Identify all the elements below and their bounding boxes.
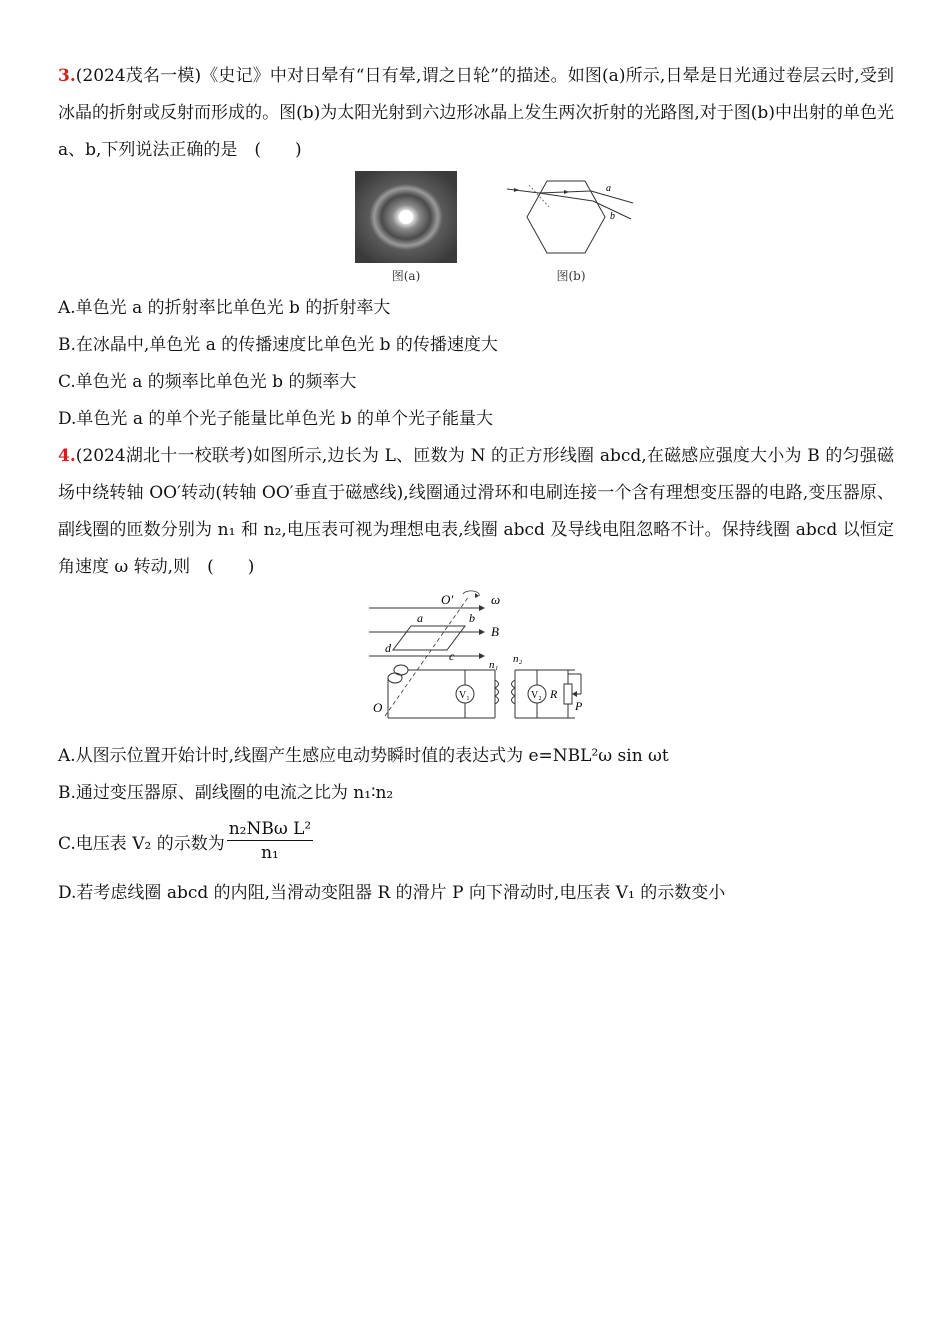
generator-transformer-circuit: [365, 590, 605, 730]
label-b: b: [469, 611, 475, 625]
question-3: [58, 58, 894, 169]
label-n1: n₁: [489, 659, 499, 671]
label-O: O: [373, 700, 383, 715]
q4-option-d[interactable]: D.若考虑线圈 abcd 的内阻,当滑动变阻器 R 的滑片 P 向下滑动时,电压表 V₁ 的示数变小: [58, 883, 726, 903]
ray-b-label: b: [610, 211, 615, 222]
q3-option-a[interactable]: A.单色光 a 的折射率比单色光 b 的折射率大: [58, 298, 391, 318]
question-4-figure: [76, 590, 894, 730]
question-3-number: 3.: [58, 66, 76, 86]
label-d: d: [385, 641, 391, 655]
label-B: B: [491, 624, 499, 639]
sun-halo-photo: [355, 171, 457, 263]
figure-b-caption: 图(b): [556, 269, 586, 283]
label-omega: ω: [491, 592, 501, 607]
figure-a-caption: 图(a): [391, 269, 421, 283]
q4-option-a[interactable]: A.从图示位置开始计时,线圈产生感应电动势瞬时值的表达式为 e=NBL²ω sin ωt: [58, 746, 669, 766]
q3-option-d[interactable]: D.单色光 a 的单个光子能量比单色光 b 的单个光子能量大: [58, 409, 494, 429]
label-c: c: [449, 649, 455, 663]
q4-option-c-prefix: C.电压表 V₂ 的示数为: [58, 834, 225, 854]
q3-option-c[interactable]: C.单色光 a 的频率比单色光 b 的频率大: [58, 372, 357, 392]
label-n2: n₂: [513, 653, 523, 665]
question-4-text: (2024湖北十一校联考)如图所示,边长为 L、匝数为 N 的正方形线圈 abcd,在磁感应强度大小为 B 的匀强磁场中绕转轴 OO′转动(转轴 OO′垂直于磁感线),线圈通过滑环和电刷连接一个含有理想变压器的电路,变压器原、副线圈的匝数分别为 n₁ 和 n₂,电压表可视为理想电表,线圈 abcd 及导线电阻忽略不计。保持线圈 abcd 以恒定角速度 ω 转动,则 ( ): [58, 446, 894, 577]
q3-option-b[interactable]: B.在冰晶中,单色光 a 的传播速度比单色光 b 的传播速度大: [58, 335, 498, 355]
label-P: P: [575, 699, 583, 713]
question-3-text: (2024茂名一模)《史记》中对日晕有“日有晕,谓之日轮”的描述。如图(a)所示,日晕是日光通过卷层云时,受到冰晶的折射或反射而形成的。图(b)为太阳光射到六边形冰晶上发生两次折射的光路图,对于图(b)中出射的单色光 a、b,下列说法正确的是 ( ): [58, 66, 894, 160]
label-R: R: [550, 687, 558, 701]
label-v1: V₁: [459, 690, 470, 701]
figure-b: [505, 171, 637, 284]
label-v2: V₂: [531, 690, 542, 701]
question-4: [58, 438, 894, 586]
label-a: a: [417, 611, 423, 625]
hexagon-refraction-diagram: [505, 171, 637, 263]
fraction-numerator: n₂NBω L²: [228, 819, 312, 839]
label-o-prime: O′: [441, 592, 454, 607]
question-4-number: 4.: [58, 446, 76, 466]
q4-option-c-fraction: [227, 818, 314, 865]
question-3-figures: [98, 171, 894, 284]
page: [58, 58, 894, 912]
ray-a-label: a: [606, 183, 611, 194]
q4-option-b[interactable]: B.通过变压器原、副线圈的电流之比为 n₁∶n₂: [58, 783, 394, 803]
fraction-denominator: n₁: [261, 843, 279, 863]
figure-a: [355, 171, 457, 284]
q4-option-c[interactable]: [58, 818, 894, 865]
